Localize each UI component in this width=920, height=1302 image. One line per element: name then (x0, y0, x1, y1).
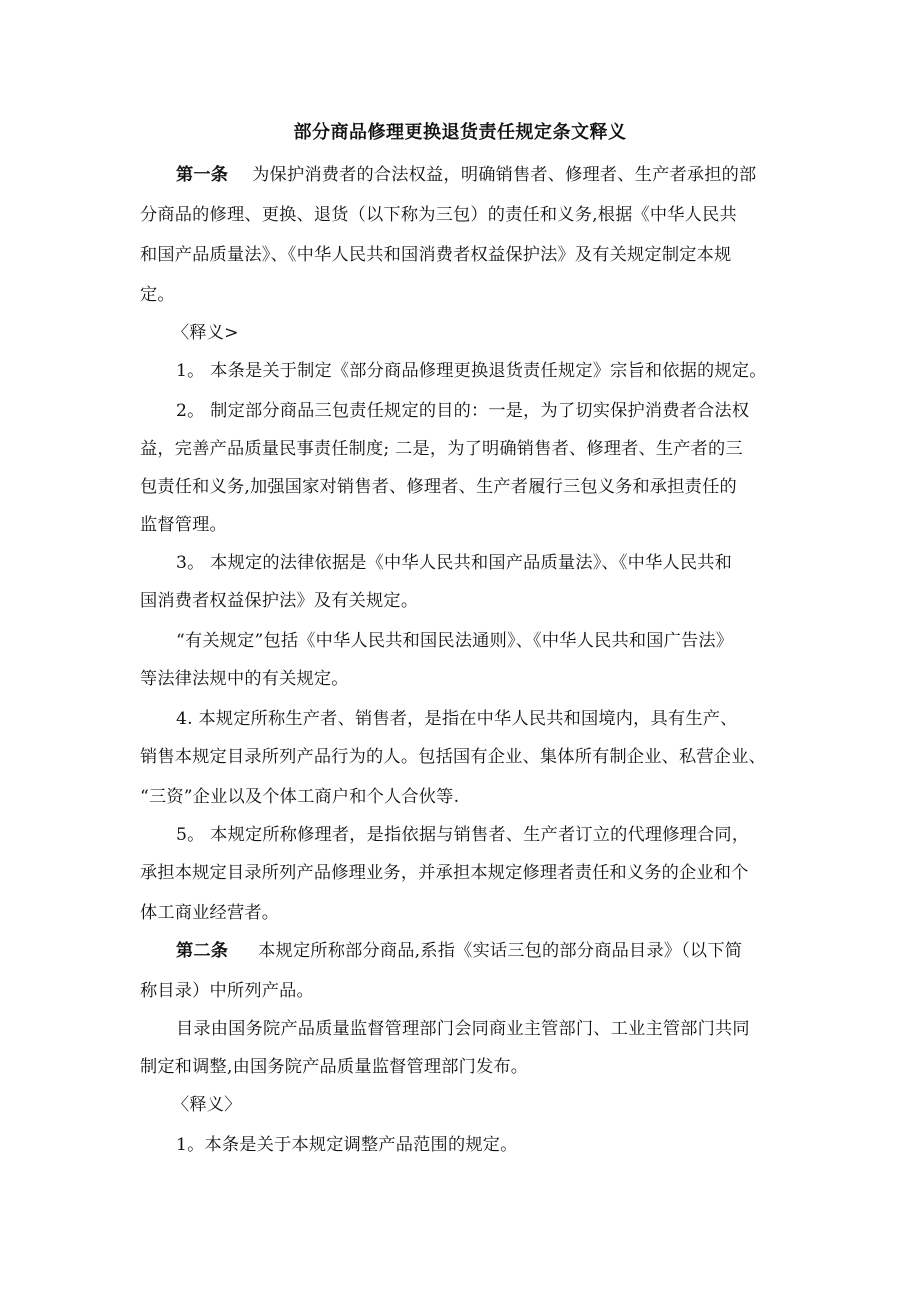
interpretation-item-5-line: 5。 本规定所称修理者，是指依据与销售者、生产者订立的代理修理合同， (176, 825, 750, 845)
related-rules-line: “有关规定”包括《中华人民共和国民法通则》、《中华人民共和国广告法》 (176, 631, 734, 651)
interpretation-item-4-line: “三资”企业以及个体工商户和个人合伙等. (140, 787, 460, 807)
interpretation-label: 〈释义〉 (172, 1095, 242, 1115)
article-1-text-line: 为保护消费者的合法权益，明确销售者、修理者、生产者承担的部 (252, 165, 757, 185)
article-2-heading: 第二条 (176, 941, 229, 961)
article-1-text-line: 分商品的修理、更换、退货（以下称为三包）的责任和义务,根据《中华人民共 (140, 205, 737, 225)
interpretation-item-4-line: 销售本规定目录所列产品行为的人。包括国有企业、集体所有制企业、私营企业、 (140, 747, 766, 767)
article-2-text-line: 本规定所称部分商品,系指《实话三包的部分商品目录》（以下简 (258, 941, 743, 961)
document-title: 部分商品修理更换退货责任规定条文释义 (293, 122, 627, 143)
article-2-first-line (176, 936, 742, 966)
article-1-text-line: 定。 (140, 285, 175, 305)
article-1-text-line: 和国产品质量法》、《中华人民共和国消费者权益保护法》及有关规定制定本规 (140, 245, 732, 265)
interpretation-item-5-line: 体工商业经营者。 (140, 903, 280, 923)
article-2-paragraph-2-line: 目录由国务院产品质量监督管理部门会同商业主管部门、工业主管部门共同 (176, 1019, 750, 1039)
article-2-text-line: 称目录）中所列产品。 (140, 981, 314, 1001)
interpretation-item-4-line: 4. 本规定所称生产者、销售者，是指在中华人民共和国境内，具有生产、 (176, 709, 738, 729)
interpretation-item-1: 1。 本条是关于制定《部分商品修理更换退货责任规定》宗旨和依据的规定。 (176, 361, 767, 381)
interpretation-item-2-line: 包责任和义务,加强国家对销售者、修理者、生产者履行三包义务和承担责任的 (140, 477, 737, 497)
article-1-first-line (176, 160, 756, 190)
interpretation-item-2-line: 益，完善产品质量民事责任制度; 二是，为了明确销售者、修理者、生产者的三 (140, 439, 743, 459)
article-2-paragraph-2-line: 制定和调整,由国务院产品质量监督管理部门发布。 (140, 1057, 529, 1077)
related-rules-line: 等法律法规中的有关规定。 (140, 669, 349, 689)
interpretation-item-3-line: 3。 本规定的法律依据是《中华人民共和国产品质量法》、《中华人民共和 (176, 553, 733, 573)
interpretation-item-5-line: 承担本规定目录所列产品修理业务，并承担本规定修理者责任和义务的企业和个 (140, 863, 749, 883)
interpretation-item-2-line: 2。 制定部分商品三包责任规定的目的：一是，为了切实保护消费者合法权 (176, 401, 750, 421)
interpretation-2-item-1: 1。本条是关于本规定调整产品范围的规定。 (176, 1135, 518, 1155)
interpretation-item-3-line: 国消费者权益保护法》及有关规定。 (140, 591, 419, 611)
interpretation-item-2-line: 监督管理。 (140, 515, 227, 535)
interpretation-label: 〈释义> (172, 323, 239, 343)
article-1-heading: 第一条 (176, 165, 229, 185)
